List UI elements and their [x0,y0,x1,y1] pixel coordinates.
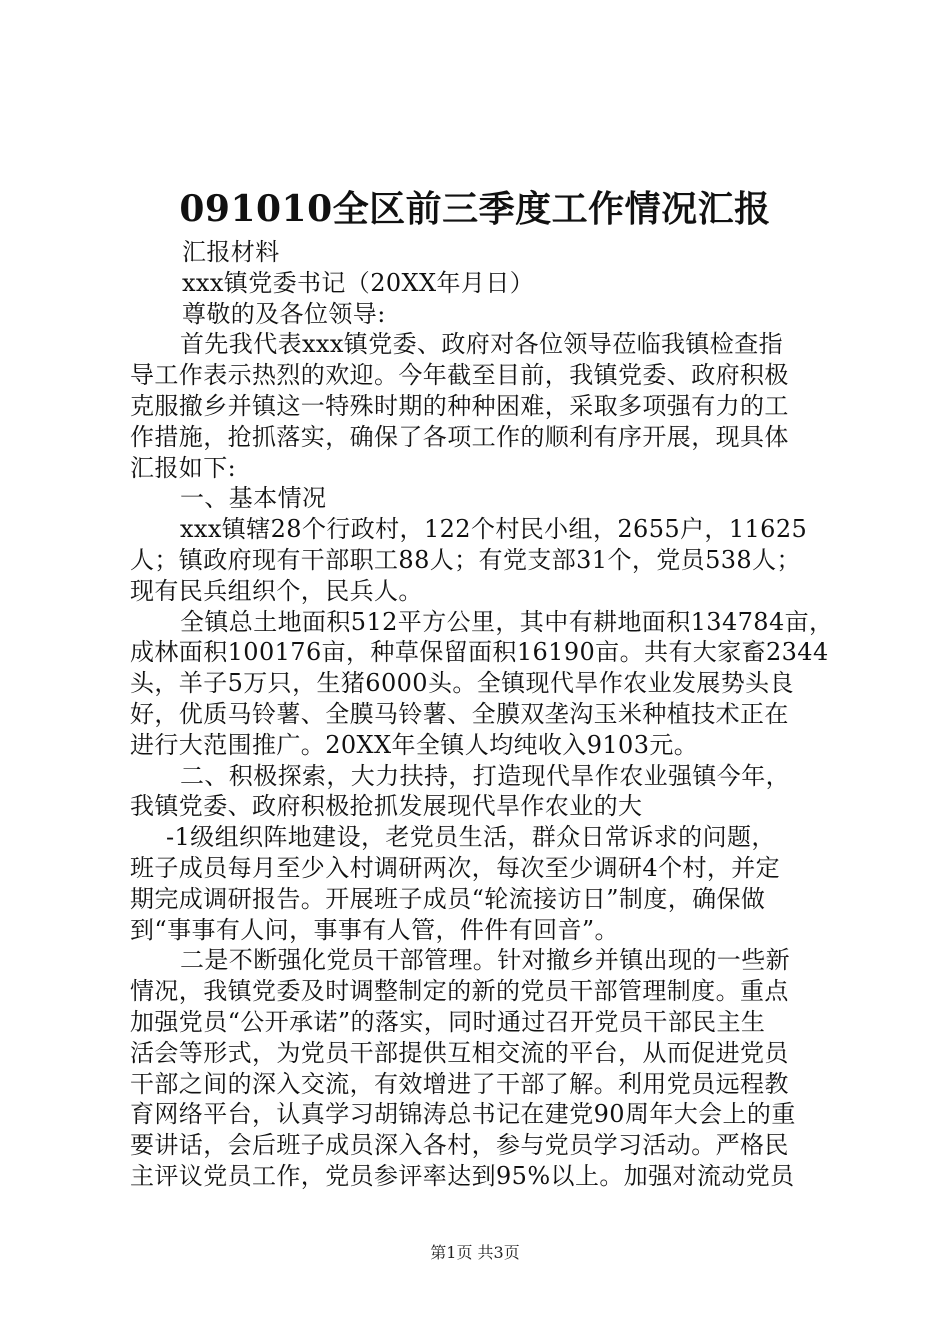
paragraph-line: 要讲话，会后班子成员深入各村，参与党员学习活动。严格民 [130,1131,789,1160]
paragraph-line: 加强党员“公开承诺”的落实，同时通过召开党员干部民主生 [130,1007,766,1036]
paragraph-line: 好，优质马铃薯、全膜马铃薯、全膜双垄沟玉米种植技术正在 [130,699,789,728]
paragraph-line: 克服撤乡并镇这一特殊时期的种种困难，采取多项强有力的工 [130,391,789,420]
paragraph-line: 情况，我镇党委及时调整制定的新的党员干部管理制度。重点 [130,977,789,1006]
paragraph-line: 到“事事有人问，事事有人管，件件有回音”。 [130,915,619,944]
paragraph-line: 尊敬的及各位领导: [182,299,386,328]
paragraph-line: 头，羊子5万只，生猪6000头。全镇现代旱作农业发展势头良 [130,669,794,698]
paragraph-line: 育网络平台，认真学习胡锦涛总书记在建党90周年大会上的重 [130,1100,796,1129]
paragraph-line: 汇报材料 [182,238,280,266]
paragraph-line: 作措施，抢抓落实，确保了各项工作的顺利有序开展，现具体 [130,422,789,451]
paragraph-line: 活会等形式，为党员干部提供互相交流的平台，从而促进党员 [130,1038,789,1067]
paragraph-line: 期完成调研报告。开展班子成员“轮流接访日”制度，确保做 [130,884,766,913]
section-heading: 一、基本情况 [180,484,327,513]
paragraph-line: 二是不断强化党员干部管理。针对撤乡并镇出现的一些新 [180,946,790,975]
paragraph-line: 现有民兵组织个，民兵人。 [130,576,423,605]
paragraph-line: 主评议党员工作，党员参评率达到95%以上。加强对流动党员 [130,1161,795,1190]
paragraph-line: 成林面积100176亩，种草保留面积16190亩。共有大家畜2344 [130,638,829,667]
paragraph-line: 干部之间的深入交流，有效增进了干部了解。利用党员远程教 [130,1069,789,1098]
document-body [130,237,836,1192]
paragraph-line: xxx镇党委书记（20XX年月日） [182,268,535,297]
paragraph-line: 汇报如下: [130,453,237,482]
document-title: 091010全区前三季度工作情况汇报 [179,188,771,230]
paragraph-line: 人；镇政府现有干部职工88人；有党支部31个，党员538人； [130,545,801,574]
paragraph-line: 全镇总土地面积512平方公里，其中有耕地面积134784亩， [180,607,834,636]
paragraph-line: 导工作表示热烈的欢迎。今年截至目前，我镇党委、政府积极 [130,361,789,390]
page-footer: 第1页 共3页 [430,1243,520,1262]
section-heading: 二、积极探索，大力扶持，打造现代旱作农业强镇今年， [180,761,790,790]
paragraph-line: 进行大范围推广。20XX年全镇人均纯收入9103元。 [130,730,699,759]
paragraph-line: -1级组织阵地建设，老党员生活，群众日常诉求的问题， [166,823,776,852]
paragraph-line: 首先我代表xxx镇党委、政府对各位领导莅临我镇检查指 [180,330,784,359]
paragraph-line: 班子成员每月至少入村调研两次，每次至少调研4个村，并定 [130,853,781,882]
paragraph-line: xxx镇辖28个行政村，122个村民小组，2655户，11625 [180,515,808,544]
paragraph-line: 我镇党委、政府积极抢抓发展现代旱作农业的大 [130,792,643,821]
